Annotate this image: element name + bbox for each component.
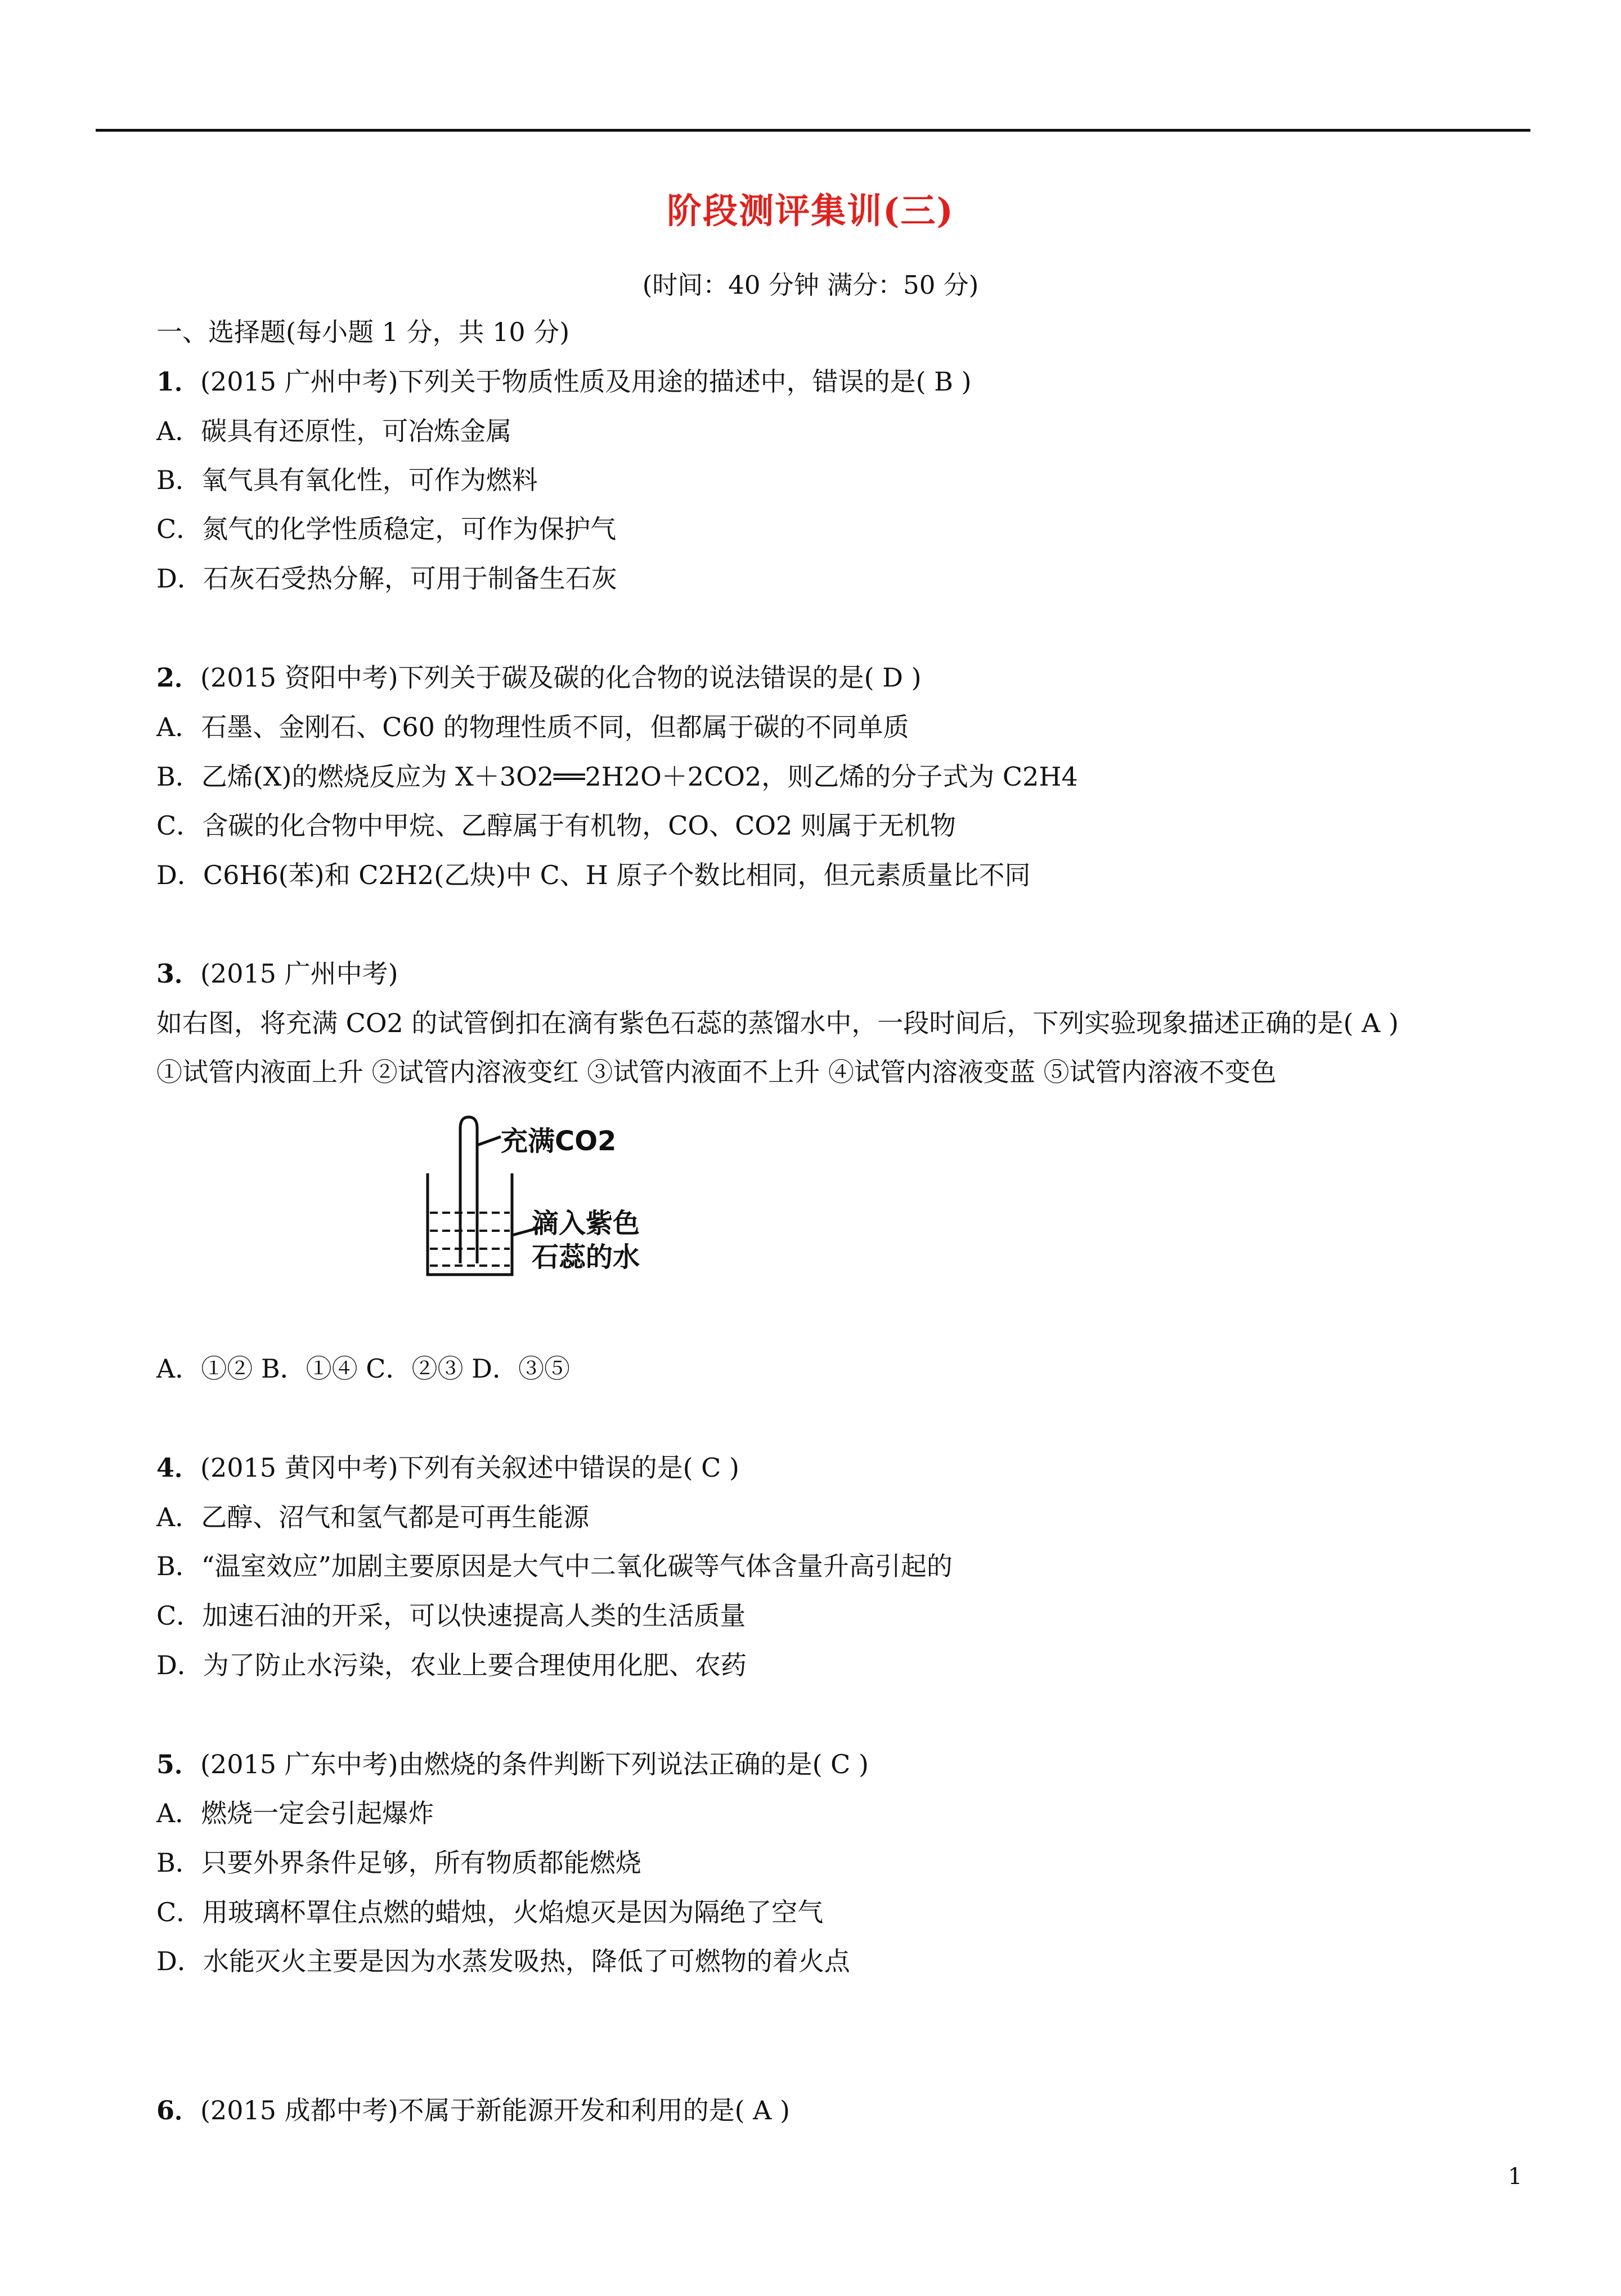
question-number: 3． bbox=[156, 958, 201, 989]
page-title: 阶段测评集训(三) bbox=[667, 190, 954, 231]
question-2-stem bbox=[156, 661, 922, 694]
question-1-stem bbox=[156, 365, 972, 398]
question-5-option-a: A．燃烧一定会引起爆炸 bbox=[156, 1798, 434, 1828]
question-number: 1． bbox=[156, 366, 201, 397]
question-4-option-c: C．加速石油的开采，可以快速提高人类的生活质量 bbox=[156, 1600, 746, 1631]
question-3-stem bbox=[156, 957, 398, 990]
question-2-option-b: B．乙烯(X)的燃烧反应为 X＋3O2══2H2O＋2CO2，则乙烯的分子式为 C2H4 bbox=[156, 761, 1078, 792]
figure-label-tube: 充满CO2 bbox=[501, 1125, 617, 1157]
question-4-option-a: A．乙醇、沼气和氢气都是可再生能源 bbox=[156, 1502, 590, 1532]
page-number: 1 bbox=[1508, 2164, 1523, 2190]
question-4-option-d: D．为了防止水污染，农业上要合理使用化肥、农药 bbox=[156, 1650, 747, 1680]
question-1-option-d: D．石灰石受热分解，可用于制备生石灰 bbox=[156, 563, 617, 594]
question-text: (2015 成都中考)不属于新能源开发和利用的是( A ) bbox=[200, 2095, 790, 2125]
question-2-option-a: A．石墨、金刚石、C60 的物理性质不同，但都属于碳的不同单质 bbox=[156, 712, 909, 742]
co2-test-tube-diagram bbox=[394, 1111, 686, 1297]
question-3-body-1: 如右图，将充满 CO2 的试管倒扣在滴有紫色石蕊的蒸馏水中，一段时间后，下列实验现象描述正确的是( A ) bbox=[156, 1008, 1399, 1038]
question-5-option-b: B．只要外界条件足够，所有物质都能燃烧 bbox=[156, 1847, 641, 1878]
figure-label-water-1: 滴入紫色 bbox=[532, 1208, 640, 1239]
question-4-option-b: B．“温室效应”加剧主要原因是大气中二氧化碳等气体含量升高引起的 bbox=[156, 1551, 953, 1581]
question-text: (2015 广东中考)由燃烧的条件判断下列说法正确的是( C ) bbox=[200, 1749, 869, 1779]
question-text: (2015 广州中考)下列关于物质性质及用途的描述中，错误的是( B ) bbox=[200, 366, 972, 397]
question-1-option-c: C．氮气的化学性质稳定，可作为保护气 bbox=[156, 514, 617, 544]
question-1-option-a: A．碳具有还原性，可冶炼金属 bbox=[156, 416, 512, 446]
question-1-option-b: B．氧气具有氧化性，可作为燃料 bbox=[156, 465, 538, 495]
question-3-options: A．①② B．①④ C．②③ D．③⑤ bbox=[156, 1353, 570, 1384]
question-4-stem bbox=[156, 1451, 739, 1485]
question-2-option-d: D．C6H6(苯)和 C2H2(乙炔)中 C、H 原子个数比相同，但元素质量比不同 bbox=[156, 860, 1031, 890]
figure-label-water-2: 石蕊的水 bbox=[532, 1241, 640, 1273]
question-number: 4． bbox=[156, 1452, 201, 1483]
section-heading: 一、选择题(每小题 1 分，共 10 分) bbox=[156, 317, 570, 347]
question-6-stem bbox=[156, 2093, 790, 2127]
question-5-option-d: D．水能灭火主要是因为水蒸发吸热，降低了可燃物的着火点 bbox=[156, 1946, 850, 1976]
exam-info: (时间：40 分钟 满分：50 分) bbox=[642, 270, 979, 300]
question-text: (2015 广州中考) bbox=[200, 958, 398, 989]
question-text: (2015 资阳中考)下列关于碳及碳的化合物的说法错误的是( D ) bbox=[200, 662, 922, 693]
header-rule bbox=[96, 129, 1530, 132]
question-number: 6． bbox=[156, 2095, 201, 2125]
question-5-stem bbox=[156, 1747, 869, 1781]
question-2-option-c: C．含碳的化合物中甲烷、乙醇属于有机物，CO、CO2 则属于无机物 bbox=[156, 810, 956, 841]
question-number: 5． bbox=[156, 1749, 201, 1779]
question-text: (2015 黄冈中考)下列有关叙述中错误的是( C ) bbox=[200, 1452, 739, 1483]
question-number: 2． bbox=[156, 662, 201, 693]
question-3-body-2: ①试管内液面上升 ②试管内溶液变红 ③试管内液面不上升 ④试管内溶液变蓝 ⑤试管内溶液不变色 bbox=[156, 1057, 1277, 1087]
question-5-option-c: C．用玻璃杯罩住点燃的蜡烛，火焰熄灭是因为隔绝了空气 bbox=[156, 1897, 824, 1927]
